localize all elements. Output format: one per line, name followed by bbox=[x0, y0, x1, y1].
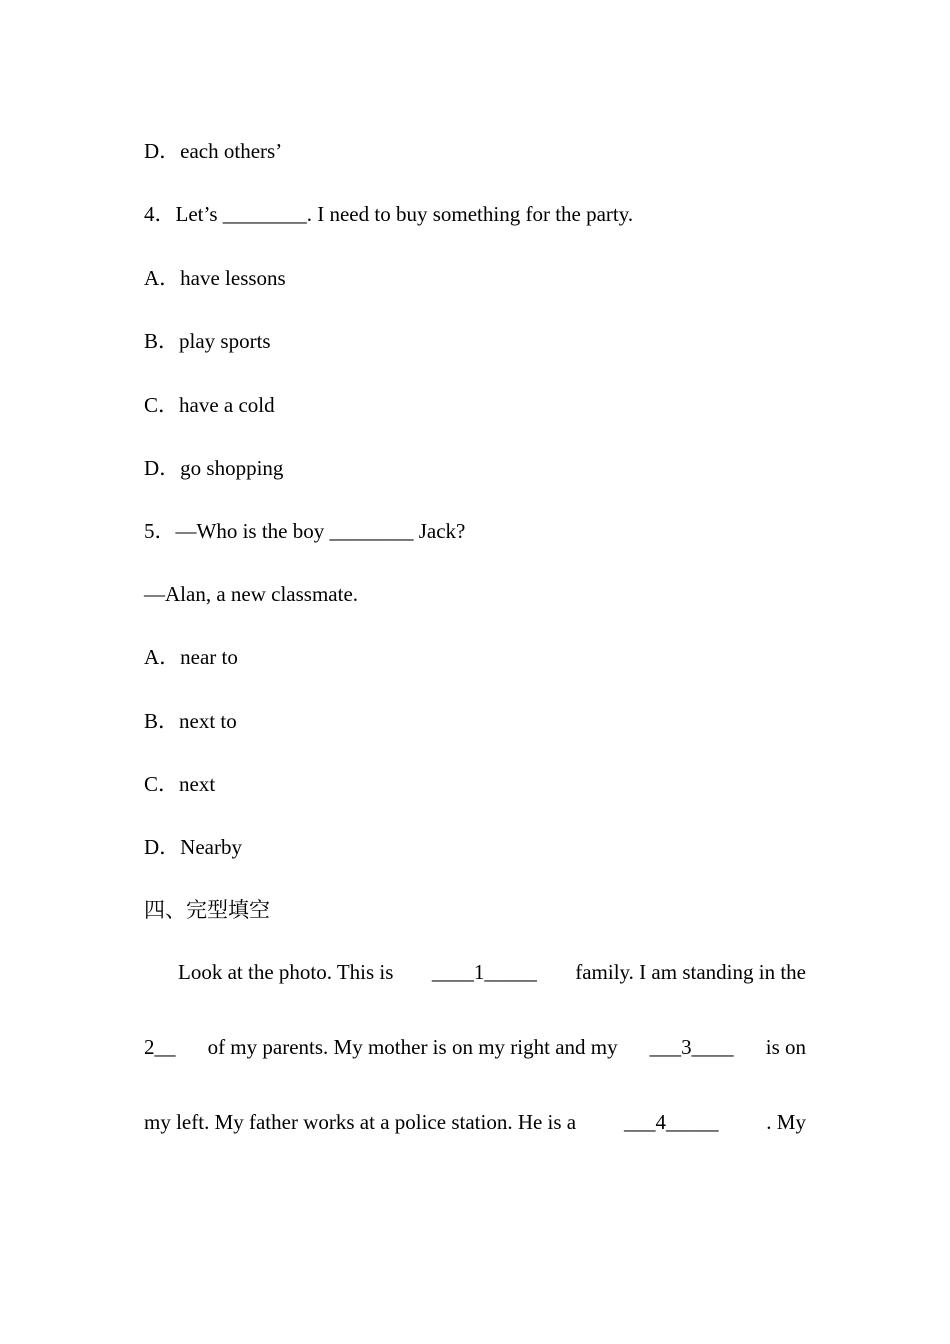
passage-line-3 bbox=[144, 1109, 806, 1135]
q4-option-a: A．have lessons bbox=[144, 266, 286, 290]
blank-4: ___4_____ bbox=[623, 1110, 719, 1134]
question-4-stem: 4．Let’s ________. I need to buy something for the party. bbox=[144, 202, 634, 226]
q5-option-a: A．near to bbox=[144, 645, 238, 669]
q4-option-b: B．play sports bbox=[144, 329, 271, 353]
q4-option-c: C．have a cold bbox=[144, 393, 275, 417]
q5-option-b: B．next to bbox=[144, 709, 237, 733]
q5-option-d: D．Nearby bbox=[144, 835, 242, 859]
section-title: 四、完型填空 bbox=[144, 898, 270, 922]
blank-1: ____1_____ bbox=[431, 960, 537, 984]
passage-text: my left. My father works at a police station. He is a bbox=[144, 1110, 577, 1134]
passage-line-2 bbox=[144, 1034, 806, 1060]
passage-text: . My bbox=[766, 1110, 806, 1134]
passage-line-1 bbox=[178, 959, 806, 985]
q5-option-c: C．next bbox=[144, 772, 216, 796]
q3-option-d: D．each others’ bbox=[144, 139, 283, 163]
question-5-answer-line: —Alan, a new classmate. bbox=[144, 582, 359, 606]
blank-3: ___3____ bbox=[649, 1035, 734, 1059]
passage-text: family. I am standing in the bbox=[575, 960, 806, 984]
question-5-stem: 5．—Who is the boy ________ Jack? bbox=[144, 519, 466, 543]
passage-text: Look at the photo. This is bbox=[178, 960, 394, 984]
q4-option-d: D．go shopping bbox=[144, 456, 284, 480]
passage-text: of my parents. My mother is on my right and my bbox=[207, 1035, 618, 1059]
blank-2: 2__ bbox=[144, 1035, 176, 1059]
passage-text: is on bbox=[765, 1035, 806, 1059]
